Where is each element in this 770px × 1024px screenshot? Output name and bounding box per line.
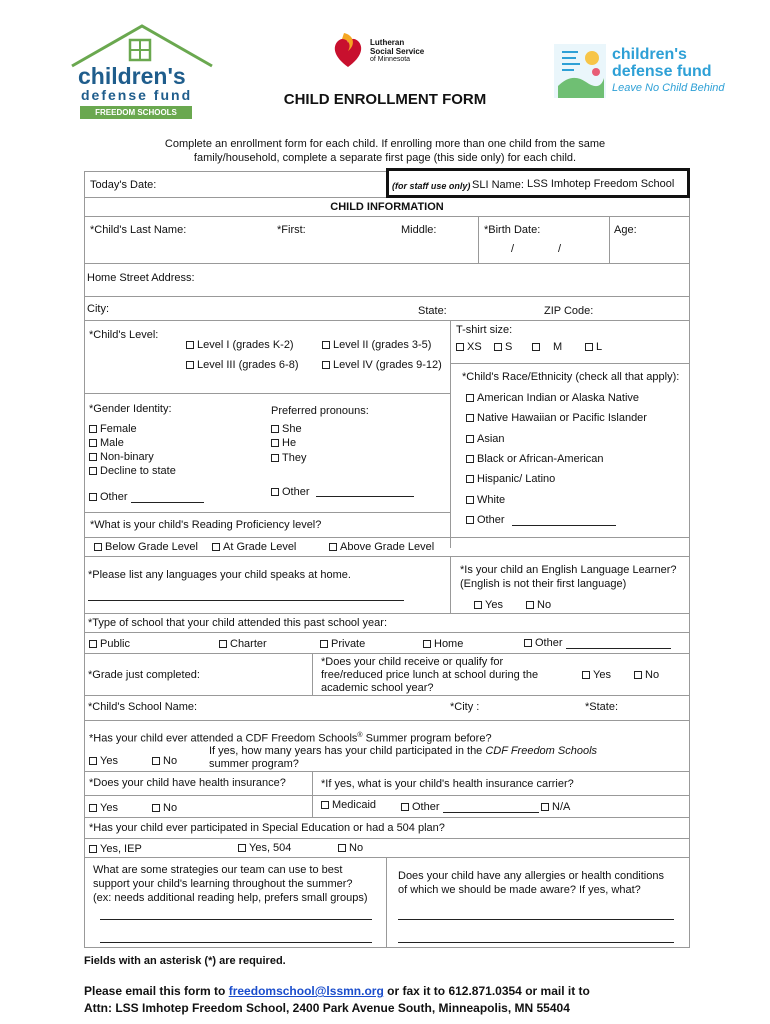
footer-line-2: Attn: LSS Imhotep Freedom School, 2400 Park Avenue South, Minneapolis, MN 55404 bbox=[84, 1001, 570, 1015]
tshirt-s-option[interactable] bbox=[494, 341, 512, 354]
strategies-line-2: support your child's learning throughout the summer? bbox=[93, 878, 353, 890]
pronoun-label-1: She bbox=[282, 423, 302, 435]
school-charter-option[interactable] bbox=[219, 638, 267, 651]
school-public-option[interactable] bbox=[89, 638, 130, 651]
tshirt-xs-option[interactable] bbox=[456, 341, 482, 354]
tshirt-l-checkbox[interactable] bbox=[585, 343, 593, 351]
medicaid-label: Medicaid bbox=[332, 799, 377, 811]
birth-date-label: *Birth Date: bbox=[484, 224, 541, 236]
level-3-option[interactable] bbox=[186, 359, 299, 372]
race-label-1: American Indian or Alaska Native bbox=[477, 392, 640, 404]
intro-line-2: family/household, complete a separate first page (this side only) for each child. bbox=[193, 152, 577, 164]
tshirt-s-checkbox[interactable] bbox=[494, 343, 502, 351]
staff-use-label: (for staff use only) bbox=[392, 181, 471, 191]
carrier-na-label: N/A bbox=[552, 801, 571, 813]
level-1-label: Level I (grades K-2) bbox=[197, 339, 294, 351]
race-checkbox-6[interactable] bbox=[466, 496, 474, 504]
school-private-checkbox[interactable] bbox=[320, 640, 328, 648]
race-option-7[interactable] bbox=[466, 514, 505, 527]
ell-no-label: No bbox=[537, 599, 552, 611]
cdf-yes-label: Yes bbox=[100, 755, 118, 767]
required-fields-note: Fields with an asterisk (*) are required. bbox=[84, 955, 286, 967]
special-education-label: *Has your child ever participated in Special Education or had a 504 plan? bbox=[89, 822, 445, 834]
reading-at-label: At Grade Level bbox=[223, 541, 297, 553]
race-checkbox-7[interactable] bbox=[466, 516, 474, 524]
race-label-6: White bbox=[477, 494, 506, 506]
gender-label-4: Decline to state bbox=[100, 465, 176, 477]
allergies-answer-line-1[interactable] bbox=[398, 919, 674, 920]
race-option-2[interactable] bbox=[466, 412, 647, 425]
allergies-answer-line-2[interactable] bbox=[398, 942, 674, 943]
ell-no-checkbox[interactable] bbox=[526, 601, 534, 609]
cdf-right-line2: defense fund bbox=[612, 63, 712, 80]
health-insurance-label: *Does your child have health insurance? bbox=[89, 777, 286, 789]
race-checkbox-2[interactable] bbox=[466, 414, 474, 422]
reading-below-option[interactable] bbox=[94, 541, 198, 554]
pronoun-checkbox-2[interactable] bbox=[271, 439, 279, 447]
birth-date-slash-1: / bbox=[511, 243, 515, 255]
sped-yes-iep-label: Yes, IEP bbox=[100, 843, 142, 855]
lunch-question-line-2: free/reduced price lunch at school during the bbox=[321, 669, 539, 681]
race-option-4[interactable] bbox=[466, 453, 604, 466]
medicaid-checkbox[interactable] bbox=[321, 801, 329, 809]
gender-checkbox-1[interactable] bbox=[89, 425, 97, 433]
state-label: State: bbox=[418, 305, 447, 317]
gender-label-3: Non-binary bbox=[100, 451, 154, 463]
home-street-address-label: Home Street Address: bbox=[87, 272, 195, 284]
cdf-attended-question-b: Summer program before? bbox=[362, 732, 492, 745]
carrier-other-option[interactable] bbox=[401, 801, 440, 814]
pronoun-option-2[interactable] bbox=[271, 437, 296, 450]
race-label-5: Hispanic/ Latino bbox=[477, 473, 556, 485]
carrier-other-label: Other bbox=[412, 801, 440, 813]
cdf-right-line1: children's bbox=[612, 46, 687, 63]
reading-proficiency-label: *What is your child's Reading Proficiency level? bbox=[90, 519, 322, 531]
lss-logo-line2: Social Service bbox=[370, 47, 425, 56]
footer-line-1b: or fax it to 612.871.0354 or mail it to bbox=[383, 984, 590, 998]
lss-logo-line3: of Minnesota bbox=[370, 56, 411, 63]
level-3-checkbox[interactable] bbox=[186, 361, 194, 369]
pronoun-checkbox-1[interactable] bbox=[271, 425, 279, 433]
sped-yes-iep-checkbox[interactable] bbox=[89, 845, 97, 853]
ell-yes-checkbox[interactable] bbox=[474, 601, 482, 609]
reading-above-checkbox[interactable] bbox=[329, 543, 337, 551]
school-charter-label: Charter bbox=[230, 638, 267, 650]
section-child-information: CHILD INFORMATION bbox=[330, 201, 444, 213]
pronoun-option-3[interactable] bbox=[271, 452, 306, 465]
strategies-line-1: What are some strategies our team can use to best bbox=[93, 864, 343, 876]
grade-completed-label: *Grade just completed: bbox=[88, 669, 200, 681]
race-option-1[interactable] bbox=[466, 392, 639, 405]
ell-question-line-1: *Is your child an English Language Learner? bbox=[460, 564, 677, 576]
level-1-checkbox[interactable] bbox=[186, 341, 194, 349]
school-charter-checkbox[interactable] bbox=[219, 640, 227, 648]
level-2-checkbox[interactable] bbox=[322, 341, 330, 349]
race-label-7: Other bbox=[477, 514, 505, 526]
tshirt-s-label: S bbox=[505, 341, 513, 353]
birth-date-slash-2: / bbox=[558, 243, 562, 255]
zip-code-label: ZIP Code: bbox=[544, 305, 594, 317]
lunch-question-line-1: *Does your child receive or qualify for bbox=[321, 656, 504, 668]
school-other-label: Other bbox=[535, 637, 563, 649]
level-1-option[interactable] bbox=[186, 339, 294, 352]
race-label-4: Black or African-American bbox=[477, 453, 604, 465]
lss-logo-line1: Lutheran bbox=[370, 38, 405, 47]
ell-question-line-2: (English is not their first language) bbox=[460, 578, 627, 590]
gender-option-4[interactable] bbox=[89, 465, 176, 478]
tshirt-m-label: M bbox=[553, 341, 563, 353]
pronoun-checkbox-3[interactable] bbox=[271, 454, 279, 462]
ell-no-option[interactable] bbox=[526, 599, 551, 612]
sped-yes-504-checkbox[interactable] bbox=[238, 844, 246, 852]
lunch-no-option[interactable] bbox=[634, 669, 659, 682]
registered-mark: ® bbox=[357, 732, 363, 739]
freedom-schools-badge-text: FREEDOM SCHOOLS bbox=[95, 108, 177, 117]
insurance-yes-checkbox[interactable] bbox=[89, 804, 97, 812]
footer-line-1a: Please email this form to bbox=[84, 984, 229, 998]
lunch-yes-checkbox[interactable] bbox=[582, 671, 590, 679]
sped-no-label: No bbox=[349, 842, 364, 854]
insurance-no-option[interactable] bbox=[152, 802, 177, 815]
lunch-no-label: No bbox=[645, 669, 660, 681]
pronoun-other-label: Other bbox=[282, 486, 310, 498]
carrier-other-line[interactable] bbox=[443, 812, 539, 813]
gender-other-option[interactable] bbox=[89, 491, 128, 504]
tshirt-l-label: L bbox=[596, 341, 603, 353]
medicaid-option[interactable] bbox=[321, 799, 376, 812]
gender-checkbox-4[interactable] bbox=[89, 467, 97, 475]
insurance-no-checkbox[interactable] bbox=[152, 804, 160, 812]
level-4-checkbox[interactable] bbox=[322, 361, 330, 369]
level-4-option[interactable] bbox=[322, 359, 442, 372]
strategies-line-3: (ex: needs additional reading help, prefers small groups) bbox=[93, 892, 368, 904]
cdf-attended-question bbox=[89, 729, 492, 746]
insurance-yes-label: Yes bbox=[100, 802, 118, 814]
child-last-name-label: *Child's Last Name: bbox=[90, 224, 187, 236]
childs-level-label: *Child's Level: bbox=[89, 329, 159, 341]
pronoun-other-line[interactable] bbox=[316, 496, 414, 497]
school-private-label: Private bbox=[331, 638, 366, 650]
reading-below-checkbox[interactable] bbox=[94, 543, 102, 551]
gender-other-line[interactable] bbox=[131, 502, 204, 503]
allergies-line-2: of which we should be made aware? If yes, what? bbox=[398, 884, 641, 896]
sped-no-checkbox[interactable] bbox=[338, 844, 346, 852]
gender-checkbox-3[interactable] bbox=[89, 453, 97, 461]
pronoun-label-2: He bbox=[282, 437, 297, 449]
gender-checkbox-2[interactable] bbox=[89, 439, 97, 447]
intro-line-1: Complete an enrollment form for each child. If enrolling more than one child from the same bbox=[164, 138, 606, 150]
race-ethnicity-label: *Child's Race/Ethnicity (check all that apply): bbox=[462, 371, 680, 383]
cdf-yes-checkbox[interactable] bbox=[89, 757, 97, 765]
reading-above-option[interactable] bbox=[329, 541, 434, 554]
level-3-label: Level III (grades 6-8) bbox=[197, 359, 299, 371]
languages-line[interactable] bbox=[88, 600, 404, 601]
age-label: Age: bbox=[614, 224, 637, 236]
race-checkbox-1[interactable] bbox=[466, 394, 474, 402]
reading-above-label: Above Grade Level bbox=[340, 541, 435, 553]
lunch-no-checkbox[interactable] bbox=[634, 671, 642, 679]
ell-yes-option[interactable] bbox=[474, 599, 503, 612]
school-city-label: *City : bbox=[450, 701, 480, 713]
cdf-years-line-1 bbox=[209, 745, 597, 758]
cdf-no-checkbox[interactable] bbox=[152, 757, 160, 765]
school-other-line[interactable] bbox=[566, 648, 671, 649]
reading-at-checkbox[interactable] bbox=[212, 543, 220, 551]
pronoun-other-checkbox[interactable] bbox=[271, 488, 279, 496]
gender-label-1: Female bbox=[100, 423, 137, 435]
gender-label-2: Male bbox=[100, 437, 124, 449]
level-4-label: Level IV (grades 9-12) bbox=[333, 359, 442, 371]
tshirt-l-option[interactable] bbox=[585, 341, 602, 354]
carrier-na-checkbox[interactable] bbox=[541, 803, 549, 811]
insurance-no-label: No bbox=[163, 802, 178, 814]
sped-yes-504-option[interactable] bbox=[238, 842, 291, 855]
todays-date-label: Today's Date: bbox=[90, 179, 157, 191]
race-option-3[interactable] bbox=[466, 433, 505, 446]
pronoun-label-3: They bbox=[282, 452, 307, 464]
race-option-6[interactable] bbox=[466, 494, 505, 507]
lunch-yes-option[interactable] bbox=[582, 669, 611, 682]
cdf-right-tagline: Leave No Child Behind bbox=[612, 82, 725, 94]
cdf-attended-question-a: *Has your child ever attended a CDF Freedom Schools bbox=[89, 732, 358, 745]
footer-line-1 bbox=[84, 984, 590, 998]
level-2-option[interactable] bbox=[322, 339, 431, 352]
sli-name-label: SLI Name: bbox=[472, 179, 524, 191]
tshirt-xs-checkbox[interactable] bbox=[456, 343, 464, 351]
sped-yes-504-label: Yes, 504 bbox=[249, 842, 292, 854]
cdf-no-option[interactable] bbox=[152, 755, 177, 768]
race-checkbox-5[interactable] bbox=[466, 475, 474, 483]
tshirt-m-option[interactable] bbox=[532, 341, 562, 354]
insurance-carrier-label: *If yes, what is your child's health insurance carrier? bbox=[321, 778, 574, 790]
race-checkbox-4[interactable] bbox=[466, 455, 474, 463]
first-name-label: *First: bbox=[277, 224, 306, 236]
cdf-no-label: No bbox=[163, 755, 178, 767]
cdf-logo-line1: children's bbox=[78, 63, 186, 89]
race-other-line[interactable] bbox=[512, 525, 616, 526]
gender-option-2[interactable] bbox=[89, 437, 124, 450]
carrier-na-option[interactable] bbox=[541, 801, 570, 814]
race-label-2: Native Hawaiian or Pacific Islander bbox=[477, 412, 647, 424]
race-label-3: Asian bbox=[477, 433, 505, 445]
school-other-checkbox[interactable] bbox=[524, 639, 532, 647]
school-public-label: Public bbox=[100, 638, 130, 650]
gender-identity-label: *Gender Identity: bbox=[89, 403, 172, 415]
preferred-pronouns-label: Preferred pronouns: bbox=[271, 405, 369, 417]
email-link[interactable]: freedomschool@lssmn.org bbox=[228, 984, 384, 998]
cdf-yes-option[interactable] bbox=[89, 755, 118, 768]
allergies-line-1: Does your child have any allergies or health conditions bbox=[398, 870, 664, 882]
level-2-label: Level II (grades 3-5) bbox=[333, 339, 432, 351]
insurance-yes-option[interactable] bbox=[89, 802, 118, 815]
tshirt-m-checkbox[interactable] bbox=[532, 343, 540, 351]
strategies-answer-line-2[interactable] bbox=[100, 942, 372, 943]
strategies-answer-line-1[interactable] bbox=[100, 919, 372, 920]
city-label: City: bbox=[87, 303, 109, 315]
lss-heart-icon bbox=[330, 27, 366, 71]
school-home-label: Home bbox=[434, 638, 464, 650]
school-name-label: *Child's School Name: bbox=[88, 701, 198, 713]
cdf-logo-line2: defense fund bbox=[81, 87, 193, 103]
school-home-option[interactable] bbox=[423, 638, 463, 651]
reading-at-option[interactable] bbox=[212, 541, 296, 554]
race-option-5[interactable] bbox=[466, 473, 555, 486]
middle-name-label: Middle: bbox=[401, 224, 437, 236]
sped-yes-iep-option[interactable] bbox=[89, 843, 142, 856]
gender-option-3[interactable] bbox=[89, 451, 154, 464]
lunch-yes-label: Yes bbox=[593, 669, 611, 681]
tshirt-xs-label: XS bbox=[467, 341, 482, 353]
cdf-years-line-1b: CDF Freedom Schools bbox=[485, 745, 598, 757]
reading-below-label: Below Grade Level bbox=[105, 541, 198, 553]
school-type-label: *Type of school that your child attended this past school year: bbox=[88, 617, 388, 629]
school-state-label: *State: bbox=[585, 701, 619, 713]
sped-no-option[interactable] bbox=[338, 842, 363, 855]
school-public-checkbox[interactable] bbox=[89, 640, 97, 648]
carrier-other-checkbox[interactable] bbox=[401, 803, 409, 811]
school-other-option[interactable] bbox=[524, 637, 563, 650]
race-checkbox-3[interactable] bbox=[466, 435, 474, 443]
gender-option-1[interactable] bbox=[89, 423, 137, 436]
school-home-checkbox[interactable] bbox=[423, 640, 431, 648]
school-private-option[interactable] bbox=[320, 638, 365, 651]
sli-name-value: LSS Imhotep Freedom School bbox=[527, 178, 675, 190]
cdf-years-line-2: summer program? bbox=[209, 758, 299, 770]
cdf-years-line-1a: If yes, how many years has your child participated in the bbox=[209, 745, 486, 757]
gender-other-label: Other bbox=[100, 491, 128, 503]
gender-other-checkbox[interactable] bbox=[89, 493, 97, 501]
lunch-question-line-3: academic school year? bbox=[321, 682, 434, 694]
languages-label: *Please list any languages your child speaks at home. bbox=[88, 569, 351, 581]
form-title: CHILD ENROLLMENT FORM bbox=[283, 91, 487, 108]
tshirt-size-label: T-shirt size: bbox=[456, 324, 513, 336]
pronoun-other-option[interactable] bbox=[271, 486, 310, 499]
ell-yes-label: Yes bbox=[485, 599, 503, 611]
pronoun-option-1[interactable] bbox=[271, 423, 302, 436]
